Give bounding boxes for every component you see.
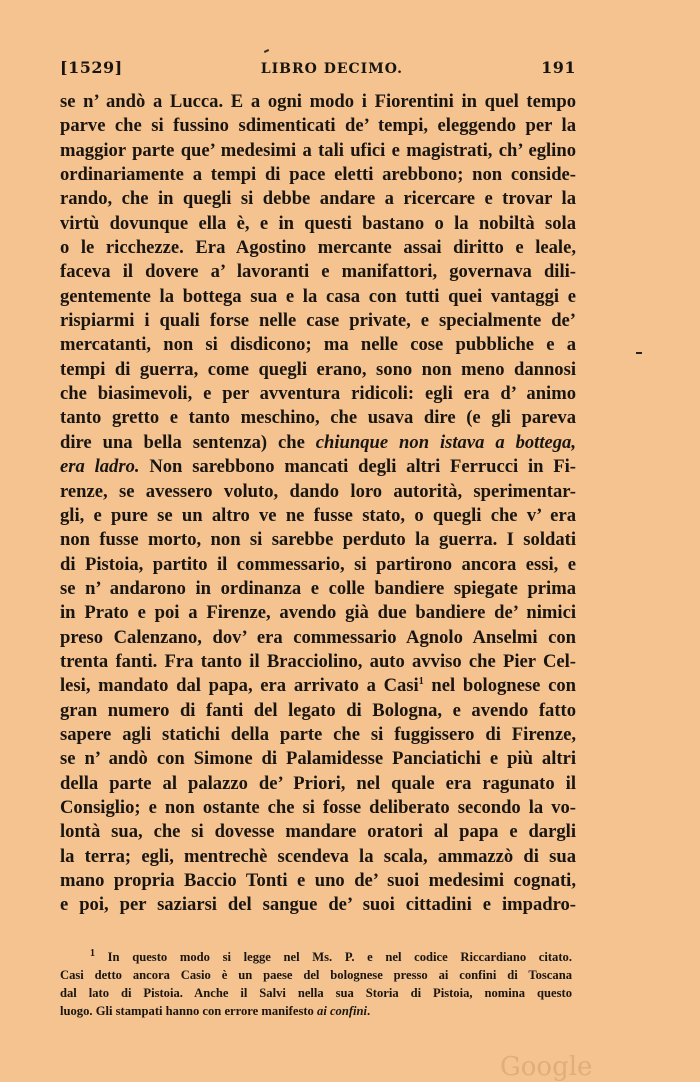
text-line: rispiarmi i quali forse nelle case private, e specialmente de’ xyxy=(60,310,576,332)
text-line: e poi, per saziarsi del sangue de’ suoi cittadini e impadro- xyxy=(60,894,576,916)
text-line: gentemente la bottega sua e la casa con tutti quei vantaggi e xyxy=(60,285,576,307)
text-line xyxy=(60,674,576,698)
text-line: trenta fanti. Fra tanto il Bracciolino, auto avviso che Pier Cel- xyxy=(60,650,576,672)
footnote-line: Casi detto ancora Casio è un paese del bolognese presso ai confini di Toscana xyxy=(60,968,572,982)
text-line: renze, se avessero voluto, dando loro autorità, sperimentar- xyxy=(60,480,576,502)
text-line: che biasimevoli, e per avventura ridicoli: egli era d’ animo xyxy=(60,383,576,405)
header-year: [1529] xyxy=(60,58,123,77)
body-text xyxy=(60,90,576,918)
text-segment: dire una bella sentenza) che xyxy=(60,431,305,453)
text-line xyxy=(60,455,576,479)
footnote-text: luogo. Gli stampati hanno con errore manifesto xyxy=(60,1004,318,1018)
footnote xyxy=(60,948,572,1020)
text-line: se n’ andarono in ordinanza e colle bandiere spiegate prima xyxy=(60,577,576,599)
footnote-text: In questo modo si legge nel Ms. P. e nel codice Riccardiano citato. xyxy=(95,950,572,964)
text-line: mano propria Baccio Tonti e uno de’ suoi medesimi cognati, xyxy=(60,870,576,891)
page-number: 191 xyxy=(541,58,576,77)
italic-phrase: chiunque non istava a bottega, xyxy=(304,431,576,453)
footnote-text: . xyxy=(367,1004,371,1018)
text-line: lontà sua, che si dovesse mandare oratori al papa e dargli xyxy=(60,821,576,843)
watermark: Google xyxy=(500,1052,593,1082)
text-line: rando, che in quegli si debbe andare a ricercare e trovar la xyxy=(60,188,576,210)
text-line: non fusse morto, non si sarebbe perduto la guerra. I soldati xyxy=(60,529,576,551)
footnote-italic: ai confini xyxy=(317,1004,368,1018)
book-page xyxy=(60,58,576,918)
stray-mark xyxy=(264,49,269,53)
text-line: faceva il dovere a’ lavoranti e manifattori, governava dili- xyxy=(60,261,576,283)
text-line: preso Calenzano, dov’ era commessario Agnolo Anselmi con xyxy=(60,626,576,648)
footnote-line xyxy=(60,1002,572,1020)
italic-phrase-end: era ladro. xyxy=(60,456,140,478)
text-line: sapere agli statichi della parte che si fuggissero di Firenze, xyxy=(60,723,576,745)
margin-mark xyxy=(636,352,642,354)
text-line: Consiglio; e non ostante che si fosse deliberato secondo la vo- xyxy=(60,796,576,818)
footnote-marker: 1 xyxy=(90,947,95,959)
text-line: ordinariamente a tempi di pace eletti arebbono; non conside- xyxy=(60,164,576,186)
running-header xyxy=(60,58,576,88)
text-line: se n’ andò con Simone di Palamidesse Panciatichi e più altri xyxy=(60,748,576,770)
text-line: o le ricchezze. Era Agostino mercante assai diritto e leale, xyxy=(60,237,576,259)
text-line: gli, e pure se un altro ve ne fusse stato, o quegli che v’ era xyxy=(60,504,576,526)
text-line xyxy=(60,431,576,455)
text-line: della parte al palazzo de’ Priori, nel quale era ragunato il xyxy=(60,772,576,794)
text-line: se n’ andò a Lucca. E a ogni modo i Fiorentini in quel tempo xyxy=(60,91,576,112)
text-line: di Pistoia, partito il commessario, si partirono ancora essi, e xyxy=(60,553,576,575)
text-line: tanto gretto e tanto meschino, che usava dire (e gli pareva xyxy=(60,407,576,429)
text-segment: lesi, mandato dal papa, era arrivato a Casi xyxy=(60,675,419,697)
footnote-line xyxy=(60,948,572,966)
text-line: maggior parte que’ medesimi a tali ufici e magistrati, ch’ eglino xyxy=(60,139,576,161)
text-line: in Prato e poi a Firenze, avendo già due bandiere de’ nimici xyxy=(60,602,576,624)
text-line: mercatanti, non si disdicono; ma nelle cose pubbliche e a xyxy=(60,334,576,356)
text-line: parve che si fussino sdimenticati de’ tempi, eleggendo per la xyxy=(60,115,576,137)
text-line: tempi di guerra, come quegli erano, sono non meno dannosi xyxy=(60,358,576,380)
text-line: virtù dovunque ella è, e in questi bastano o la nobiltà sola xyxy=(60,212,576,234)
text-segment: Non sarebbono mancati degli altri Ferrucci in Fi- xyxy=(139,456,576,478)
text-line: la terra; egli, mentrechè scendeva la scala, ammazzò di sua xyxy=(60,845,576,867)
text-segment: nel bolognese con xyxy=(423,675,576,697)
header-title: LIBRO DECIMO. xyxy=(260,61,403,77)
footnote-ref: 1 xyxy=(418,676,424,688)
text-line: gran numero di fanti del legato di Bologna, e avendo fatto xyxy=(60,699,576,721)
footnote-line: dal lato di Pistoia. Anche il Salvi nella sua Storia di Pistoia, nomina questo xyxy=(60,986,572,1000)
